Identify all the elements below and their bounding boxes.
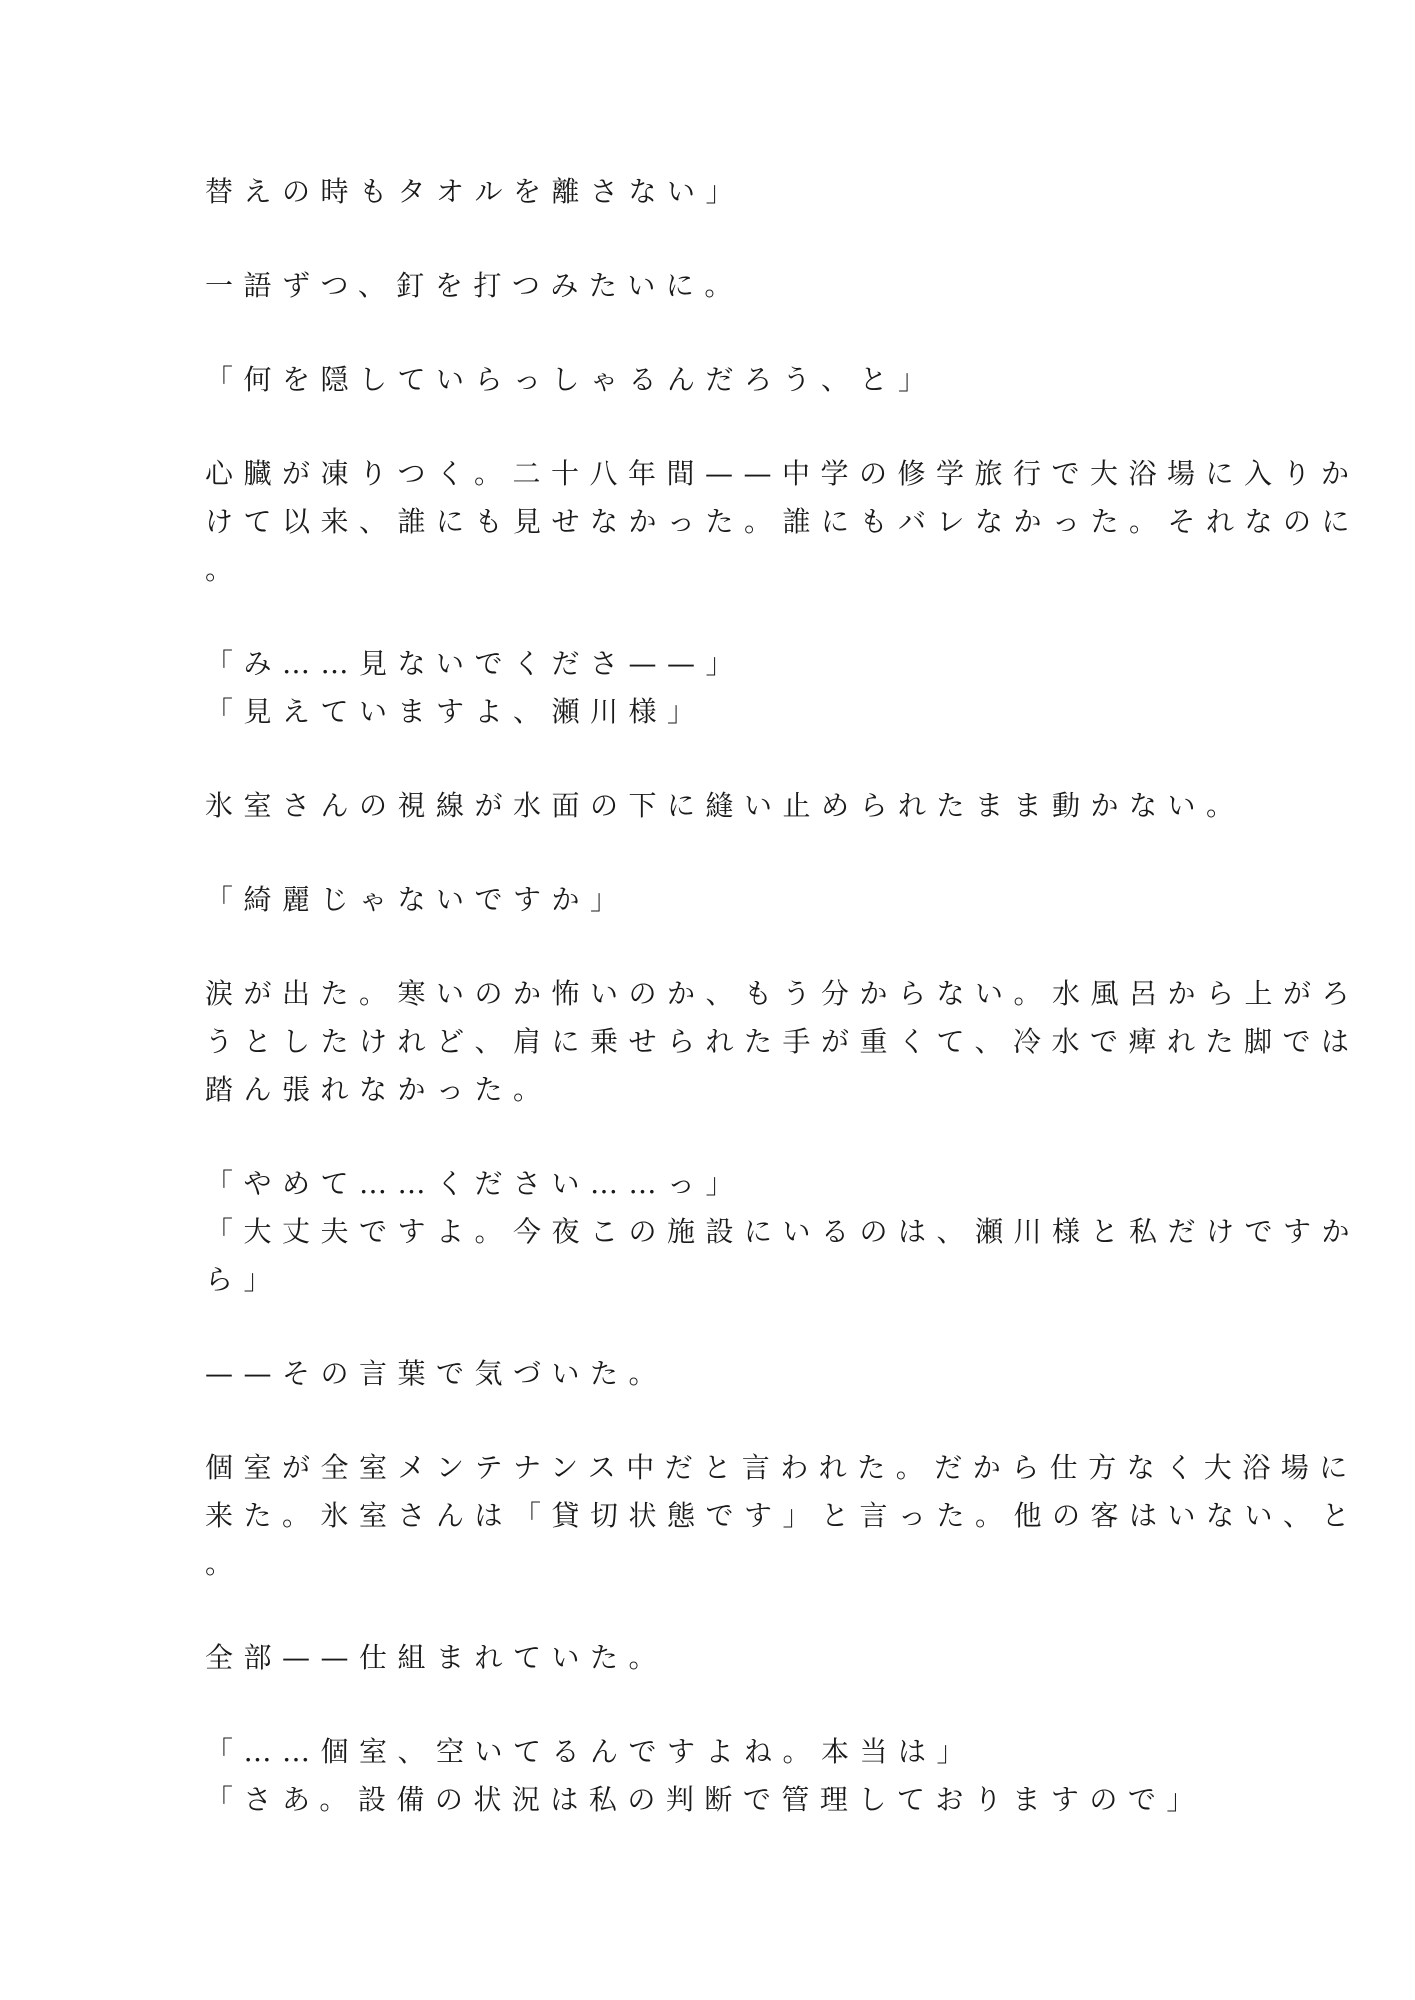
- paragraph: [205, 1350, 1215, 1398]
- text-line: 「何を隠していらっしゃるんだろう、と」: [205, 363, 937, 396]
- text-line: 「やめて……ください……っ」: [205, 1167, 745, 1200]
- paragraph: [205, 970, 1361, 1114]
- text-line: 「さあ。設備の状況は私の判断で管理しておりますので」: [205, 1783, 1205, 1816]
- paragraph: [205, 640, 1215, 736]
- text-line: 踏ん張れなかった。: [205, 1073, 552, 1106]
- paragraph: [205, 1160, 1361, 1304]
- text-line: 替えの時もタオルを離さない」: [205, 175, 745, 208]
- text-line: 。: [205, 1547, 244, 1580]
- text-line: 「み……見ないでくださ——」: [205, 647, 745, 680]
- text-line: 「大丈夫ですよ。今夜この施設にいるのは、瀬川様と私だけですか: [205, 1215, 1361, 1248]
- document-page: [205, 168, 1361, 1870]
- text-line: 「綺麗じゃないですか」: [205, 883, 629, 916]
- paragraph: [205, 1634, 1215, 1682]
- text-line: 「見えていますよ、瀬川様」: [205, 695, 706, 728]
- text-line: うとしたけれど、肩に乗せられた手が重くて、冷水で痺れた脚では: [205, 1025, 1360, 1058]
- paragraph: [205, 450, 1361, 594]
- text-line: 来た。氷室さんは「貸切状態です」と言った。他の客はいない、と: [205, 1499, 1361, 1532]
- paragraph: [205, 876, 1215, 924]
- text-line: 一語ずつ、釘を打つみたいに。: [205, 269, 743, 302]
- text-line: 涙が出た。寒いのか怖いのか、もう分からない。水風呂から上がろ: [205, 977, 1361, 1010]
- text-line: ら」: [205, 1263, 283, 1296]
- paragraph: [205, 782, 1245, 830]
- paragraph: [205, 1728, 1215, 1824]
- text-line: 。: [205, 553, 244, 586]
- paragraph: [205, 356, 1215, 404]
- text-line: 氷室さんの視線が水面の下に縫い止められたまま動かない。: [205, 789, 1245, 822]
- text-line: 心臓が凍りつく。二十八年間——中学の修学旅行で大浴場に入りか: [205, 457, 1360, 490]
- text-line: けて以来、誰にも見せなかった。誰にもバレなかった。それなのに: [205, 505, 1361, 538]
- text-line: 全部——仕組まれていた。: [205, 1641, 668, 1674]
- paragraph: [205, 168, 1215, 216]
- text-line: ——その言葉で気づいた。: [205, 1357, 668, 1390]
- text-line: 個室が全室メンテナンス中だと言われた。だから仕方なく大浴場に: [205, 1451, 1358, 1484]
- text-line: 「……個室、空いてるんですよね。本当は」: [205, 1735, 976, 1768]
- paragraph: [205, 1444, 1361, 1588]
- paragraph: [205, 262, 1215, 310]
